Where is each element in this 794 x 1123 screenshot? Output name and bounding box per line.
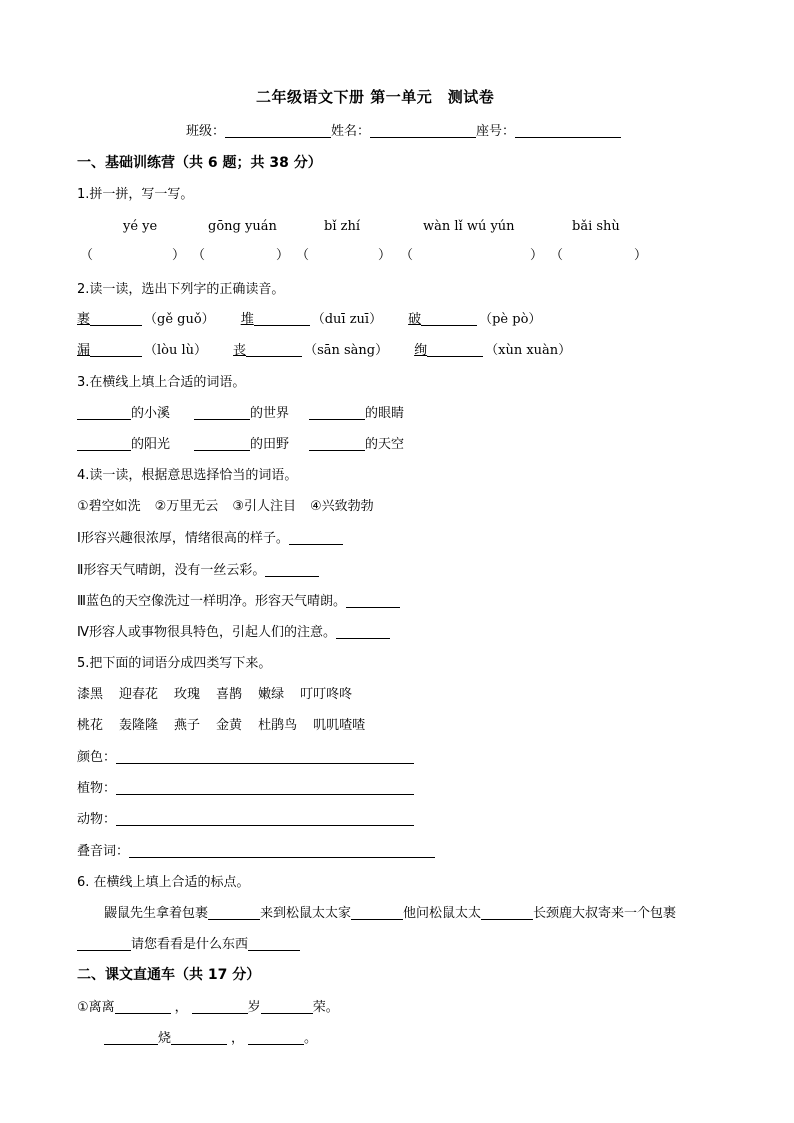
q5-category-animal — [77, 813, 414, 826]
q5-word: 漆黑 — [77, 687, 104, 702]
q1-pinyin-2: gōng yuán — [208, 219, 277, 234]
q5-category-label: 叠音词： — [77, 844, 130, 859]
section-1-heading: 一、基础训练营（共 6 题；共 38 分） — [77, 155, 322, 171]
q3-row-2 — [77, 438, 404, 451]
q1-answer-box-4-open[interactable]: （ — [400, 248, 414, 263]
q1-pinyin-5: bǎi shù — [572, 219, 620, 234]
q6-answer-field[interactable] — [481, 907, 533, 920]
q5-category-label: 颜色： — [77, 750, 117, 765]
q1-answer-box-4-close: ） — [530, 248, 544, 263]
q5-word-row-1 — [77, 688, 352, 701]
q2-char: 漏 — [77, 343, 91, 358]
q2-char: 绚 — [414, 343, 428, 358]
q3-item: 的世界 — [250, 406, 290, 421]
s2-text: 荣。 — [312, 1000, 339, 1015]
q2-options: （pè pò） — [479, 312, 542, 327]
q4-answer-field[interactable] — [289, 532, 343, 545]
q6-text: 请您看看是什么东西 — [131, 937, 249, 952]
s2-text: ， — [174, 1000, 188, 1015]
q6-text: 他问松鼠太太 — [403, 906, 482, 921]
q1-answer-box-3-open[interactable]: （ — [296, 248, 310, 263]
student-info-line — [186, 125, 621, 138]
name-label: 姓名： — [331, 124, 371, 139]
s2-answer-field[interactable] — [192, 1001, 248, 1014]
q5-category-label: 植物： — [77, 781, 117, 796]
q5-word: 喜鹊 — [216, 687, 243, 702]
q6-text: 鼹鼠先生拿着包裹 — [104, 906, 209, 921]
section-2-heading: 二、课文直通车（共 17 分） — [77, 967, 261, 983]
q6-text: 长颈鹿大叔寄来一个包裹 — [533, 906, 677, 921]
q6-answer-field[interactable] — [208, 907, 260, 920]
s2-answer-field[interactable] — [104, 1032, 158, 1045]
seat-field[interactable] — [515, 125, 621, 138]
q2-row-1 — [77, 313, 541, 326]
q2-answer-field[interactable] — [427, 344, 483, 357]
q2-options: （sān sàng） — [304, 343, 389, 358]
q1-prompt: 1.拼一拼，写一写。 — [77, 187, 194, 202]
q2-answer-field[interactable] — [246, 344, 302, 357]
q3-answer-field[interactable] — [194, 407, 250, 420]
q2-answer-field[interactable] — [421, 313, 477, 326]
q5-answer-field[interactable] — [116, 813, 414, 826]
q2-options: （xùn xuàn） — [485, 343, 572, 358]
q4-option: ②万里无云 — [154, 499, 219, 514]
q4-answer-field[interactable] — [336, 626, 390, 639]
q3-item: 的阳光 — [131, 437, 171, 452]
q2-answer-field[interactable] — [90, 313, 142, 326]
q6-answer-field[interactable] — [77, 938, 131, 951]
q5-category-reduplicated — [77, 845, 435, 858]
q4-options — [77, 500, 374, 513]
q2-options: （gě guǒ） — [144, 312, 215, 327]
q2-char: 丧 — [233, 343, 247, 358]
q2-char: 裹 — [77, 312, 91, 327]
q5-word: 叽叽喳喳 — [313, 718, 366, 733]
q4-line-text: Ⅰ形容兴趣很浓厚，情绪很高的样子。 — [77, 531, 289, 546]
q3-answer-field[interactable] — [309, 438, 365, 451]
q6-prompt: 6. 在横线上填上合适的标点。 — [77, 875, 250, 890]
q5-answer-field[interactable] — [116, 782, 414, 795]
q2-char: 破 — [408, 312, 422, 327]
q4-line-text: Ⅱ形容天气晴朗，没有一丝云彩。 — [77, 563, 266, 578]
s2-text: ①离离 — [77, 1000, 115, 1015]
q1-answer-box-1-open[interactable]: （ — [80, 248, 94, 263]
q5-word: 金黄 — [216, 718, 243, 733]
q4-option: ④兴致勃勃 — [309, 499, 374, 514]
q5-word: 桃花 — [77, 718, 104, 733]
q4-answer-field[interactable] — [346, 595, 400, 608]
s2-text: 烧 — [158, 1031, 172, 1046]
s2-text: 岁 — [247, 1000, 261, 1015]
q4-line-3 — [77, 595, 400, 608]
q4-line-2 — [77, 564, 319, 577]
q4-answer-field[interactable] — [265, 564, 319, 577]
q3-item: 的小溪 — [131, 406, 171, 421]
q1-pinyin-3: bǐ zhí — [324, 219, 360, 234]
q3-prompt: 3.在横线上填上合适的词语。 — [77, 375, 246, 390]
class-label: 班级： — [186, 124, 226, 139]
q4-line-4 — [77, 626, 390, 639]
q5-word: 玫瑰 — [174, 687, 201, 702]
q2-char: 堆 — [240, 312, 254, 327]
q6-passage-line-1 — [104, 907, 676, 920]
s2-text: 。 — [304, 1031, 318, 1046]
s2-line-2 — [104, 1032, 317, 1045]
q1-answer-box-5-close: ） — [634, 248, 648, 263]
s2-answer-field[interactable] — [115, 1001, 171, 1014]
s2-line-1 — [77, 1001, 339, 1014]
page-title: 二年级语文下册 第一单元 测试卷 — [256, 88, 495, 106]
q1-answer-box-3-close: ） — [378, 248, 392, 263]
q3-answer-field[interactable] — [77, 407, 131, 420]
q6-passage-line-2 — [77, 938, 300, 951]
q6-text: 来到松鼠太太家 — [260, 906, 352, 921]
q2-answer-field[interactable] — [90, 344, 142, 357]
q5-word: 迎春花 — [119, 687, 159, 702]
q4-line-text: Ⅳ形容人或事物很具特色，引起人们的注意。 — [77, 625, 336, 640]
q3-answer-field[interactable] — [194, 438, 250, 451]
q5-word: 燕子 — [174, 718, 201, 733]
s2-text: ， — [231, 1031, 245, 1046]
q1-answer-box-2-open[interactable]: （ — [192, 248, 206, 263]
q1-pinyin-1: yé ye — [123, 219, 158, 234]
q5-category-plant — [77, 782, 414, 795]
q1-pinyin-4: wàn lǐ wú yún — [423, 219, 515, 234]
q5-prompt: 5.把下面的词语分成四类写下来。 — [77, 656, 272, 671]
q5-word-row-2 — [77, 719, 365, 732]
s2-answer-field[interactable] — [261, 1001, 313, 1014]
q3-item: 的田野 — [250, 437, 290, 452]
q5-answer-field[interactable] — [116, 751, 414, 764]
name-field[interactable] — [370, 125, 476, 138]
q2-prompt: 2.读一读，选出下列字的正确读音。 — [77, 282, 285, 297]
q4-line-text: Ⅲ蓝色的天空像洗过一样明净。形容天气晴朗。 — [77, 594, 346, 609]
q5-word: 杜鹃鸟 — [258, 718, 298, 733]
q1-answer-box-2-close: ） — [276, 248, 290, 263]
s2-answer-field[interactable] — [248, 1032, 304, 1045]
q2-answer-field[interactable] — [254, 313, 310, 326]
q5-answer-field[interactable] — [129, 845, 435, 858]
q3-answer-field[interactable] — [77, 438, 131, 451]
q1-answer-box-5-open[interactable]: （ — [550, 248, 564, 263]
q3-answer-field[interactable] — [309, 407, 365, 420]
q4-prompt: 4.读一读，根据意思选择恰当的词语。 — [77, 468, 298, 483]
q4-line-1 — [77, 532, 343, 545]
q5-word: 轰隆隆 — [119, 718, 159, 733]
q3-item: 的眼睛 — [365, 406, 405, 421]
q6-answer-field[interactable] — [248, 938, 300, 951]
q3-item: 的天空 — [365, 437, 405, 452]
q4-option: ③引人注目 — [232, 499, 296, 514]
class-field[interactable] — [225, 125, 331, 138]
q2-row-2 — [77, 344, 571, 357]
q2-options: （duī zuī） — [311, 312, 383, 327]
s2-answer-field[interactable] — [171, 1032, 227, 1045]
q5-word: 叮叮咚咚 — [300, 687, 353, 702]
q5-category-label: 动物： — [77, 812, 117, 827]
q4-option: ①碧空如洗 — [77, 499, 141, 514]
q1-answer-box-1-close: ） — [172, 248, 186, 263]
q6-answer-field[interactable] — [351, 907, 403, 920]
q5-category-color — [77, 751, 414, 764]
q3-row-1 — [77, 407, 404, 420]
q5-word: 嫩绿 — [258, 687, 285, 702]
seat-label: 座号： — [476, 124, 516, 139]
q2-options: （lòu lù） — [144, 343, 208, 358]
